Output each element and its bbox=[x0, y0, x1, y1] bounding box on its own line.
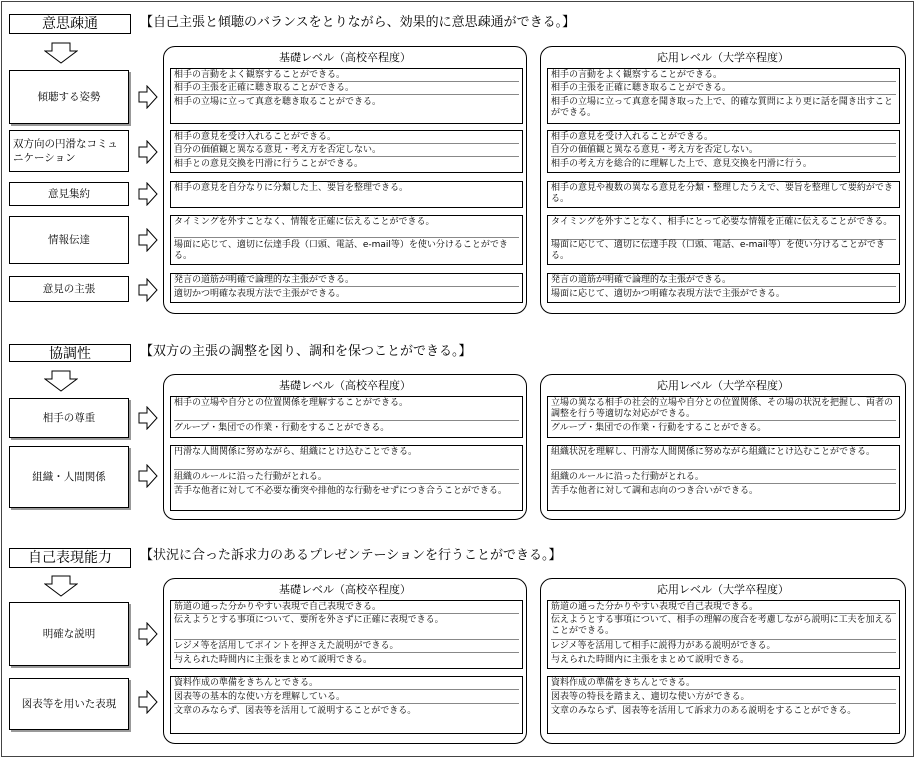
section-title-cooperation: 協調性 bbox=[9, 344, 131, 362]
advanced-group-listening bbox=[547, 68, 900, 124]
criterion-line: 適切かつ明確な表現方法で主張ができる。 bbox=[174, 289, 346, 299]
basic-group-explanation bbox=[170, 600, 523, 669]
criterion-line: 自分の価値観と異なる意見・考え方を否定しない。 bbox=[551, 145, 896, 157]
arrow-right-icon bbox=[138, 85, 158, 109]
section-title-self-expression: 自己表現能力 bbox=[9, 548, 131, 568]
arrow-right-icon bbox=[138, 690, 158, 714]
criterion-line: 相手の考え方を総合的に理解した上で、意見交換を円滑に行う。 bbox=[551, 159, 812, 169]
section-title-communication: 意思疎通 bbox=[9, 14, 131, 34]
skill-listening: 傾聴する姿勢 bbox=[9, 70, 129, 124]
criterion-line: タイミングを外すことなく、相手にとって必要な情報を正確に伝えることができる。 bbox=[551, 217, 896, 240]
section-description: 【状況に合った訴求力のあるプレゼンテーションを行うことができる。】 bbox=[140, 548, 562, 563]
skill-assertion: 意見の主張 bbox=[9, 276, 129, 302]
advanced-group-explanation bbox=[547, 600, 900, 669]
criterion-line: グループ・集団での作業・行動をすることができる。 bbox=[551, 423, 767, 433]
criterion-line: 円滑な人間関係に努めながら、組織にとけ込むことできる。 bbox=[174, 447, 519, 470]
criterion-line: 相手の言動をよく観察することができる。 bbox=[551, 70, 896, 82]
criterion-line: 文章のみならず、図表等を活用して説明することができる。 bbox=[174, 706, 417, 716]
criterion-line: 資料作成の準備をきちんとできる。 bbox=[551, 678, 896, 690]
arrow-right-icon bbox=[138, 278, 158, 302]
basic-group-chart bbox=[170, 676, 523, 734]
criterion-line: 相手の主張を正確に聴き取ることができる。 bbox=[174, 83, 519, 95]
section-description: 【自己主張と傾聴のバランスをとりながら、効果的に意思疎通ができる。】 bbox=[140, 15, 576, 30]
criterion-line: 図表等の基本的な使い方を理解している。 bbox=[174, 692, 519, 704]
section-description: 【双方の主張の調整を図り、調和を保つことができる。】 bbox=[140, 344, 472, 359]
criterion-line: 相手の立場に立って真意を聴き取ることができる。 bbox=[174, 97, 382, 107]
criterion-line: 与えられた時間内に主張をまとめて説明できる。 bbox=[551, 655, 750, 665]
criterion-line: タイミングを外すことなく、情報を正確に伝えることができる。 bbox=[174, 217, 519, 238]
advanced-group-assertion bbox=[547, 273, 900, 303]
criterion-line: 相手の立場に立って真意を聞き取った上で、的確な質問により更に話を聞き出すことができる。 bbox=[551, 97, 893, 118]
criterion-line: 場面に応じて、適切に伝達手段（口頭、電話、e-mail等）を使い分けることができる。 bbox=[551, 240, 885, 261]
arrow-right-icon bbox=[138, 622, 158, 646]
basic-group-assertion bbox=[170, 273, 523, 303]
criterion-line: 相手の立場や自分との位置関係を理解することができる。 bbox=[174, 398, 519, 421]
skill-chart-expression: 図表等を用いた表現 bbox=[9, 678, 129, 730]
arrow-right-icon bbox=[138, 140, 158, 164]
criterion-line: 苦手な他者に対して不必要な衝突や排他的な行動をせずにつき合うことができる。 bbox=[174, 486, 507, 496]
criterion-line: 資料作成の準備をきちんとできる。 bbox=[174, 678, 519, 690]
skill-opinion-aggregation: 意見集約 bbox=[9, 182, 129, 206]
criterion-line: 発言の道筋が明確で論理的な主張ができる。 bbox=[551, 275, 896, 287]
criterion-line: 組織のルールに沿った行動がとれる。 bbox=[551, 472, 896, 484]
criterion-line: 相手との意見交換を円滑に行うことができる。 bbox=[174, 159, 364, 169]
panel-title: 基礎レベル（高校卒程度） bbox=[279, 583, 411, 596]
arrow-right-icon bbox=[138, 406, 158, 430]
basic-group-respect bbox=[170, 396, 523, 438]
basic-group-listening bbox=[170, 68, 523, 124]
arrow-right-icon bbox=[138, 464, 158, 488]
criterion-line: 相手の意見や複数の異なる意見を分類・整理したうえで、要旨を整理して要約ができる。 bbox=[551, 183, 893, 204]
skill-respect: 相手の尊重 bbox=[9, 398, 129, 438]
arrow-down-icon bbox=[44, 575, 78, 597]
criterion-line: 立場の異なる相手の社会的立場や自分との位置関係、その場の状況を把握し、両者の調整を行う等適切な対応ができる。 bbox=[551, 398, 896, 421]
advanced-group-organization bbox=[547, 445, 900, 511]
criterion-line: 場面に応じて、適切かつ明確な表現方法で主張ができる。 bbox=[551, 289, 785, 299]
panel-title: 応用レベル（大学卒程度） bbox=[657, 51, 789, 64]
basic-group-two-way bbox=[170, 130, 523, 173]
skill-two-way-communication: 双方向の円滑なコミュニケーション bbox=[9, 130, 129, 172]
basic-group-aggregation bbox=[170, 181, 523, 208]
advanced-group-two-way bbox=[547, 130, 900, 173]
criterion-line: レジメ等を活用して相手に説得力がある説明ができる。 bbox=[551, 641, 896, 653]
criterion-line: 伝えようとする事項について、相手の理解の度合を考慮しながら説明に工夫を加えることができる。 bbox=[551, 615, 896, 640]
criterion-line: 場面に応じて、適切に伝達手段（口頭、電話、e-mail等）を使い分けることができる。 bbox=[174, 240, 508, 261]
panel-title: 基礎レベル（高校卒程度） bbox=[279, 379, 411, 392]
arrow-down-icon bbox=[44, 370, 78, 392]
criterion-line: 組織状況を理解し、円滑な人間関係に努めながら組織にとけ込むことができる。 bbox=[551, 447, 896, 470]
criterion-line: 筋道の通った分かりやすい表現で自己表現できる。 bbox=[174, 602, 519, 614]
arrow-down-icon bbox=[44, 42, 78, 64]
criterion-line: 発言の道筋が明確で論理的な主張ができる。 bbox=[174, 275, 519, 287]
criterion-line: 文章のみならず、図表等を活用して訴求力のある説明をすることができる。 bbox=[551, 706, 857, 716]
criterion-line: 組織のルールに沿った行動がとれる。 bbox=[174, 472, 519, 484]
criterion-line: 相手の意見を自分なりに分類した上、要旨を整理できる。 bbox=[174, 183, 409, 193]
skill-clear-explanation: 明確な説明 bbox=[9, 602, 129, 666]
criterion-line: 相手の意見を受け入れることができる。 bbox=[551, 132, 896, 144]
criterion-line: 筋道の通った分かりやすい表現で自己表現できる。 bbox=[551, 602, 896, 614]
advanced-group-chart bbox=[547, 676, 900, 734]
criterion-line: 相手の意見を受け入れることができる。 bbox=[174, 132, 519, 144]
skill-information-transfer: 情報伝達 bbox=[9, 216, 129, 264]
skill-organization-relations: 組織・人間関係 bbox=[9, 446, 129, 508]
criterion-line: レジメ等を活用してポイントを押さえた説明ができる。 bbox=[174, 641, 519, 653]
advanced-group-respect bbox=[547, 396, 900, 438]
basic-group-information bbox=[170, 215, 523, 265]
criterion-line: 与えられた時間内に主張をまとめて説明できる。 bbox=[174, 655, 373, 665]
criterion-line: 自分の価値観と異なる意見・考え方を否定しない。 bbox=[174, 145, 519, 157]
criterion-line: グループ・集団での作業・行動をすることができる。 bbox=[174, 423, 390, 433]
arrow-right-icon bbox=[138, 228, 158, 252]
advanced-group-aggregation bbox=[547, 181, 900, 208]
panel-title: 応用レベル（大学卒程度） bbox=[657, 379, 789, 392]
criterion-line: 相手の主張を正確に聴き取ることができる。 bbox=[551, 83, 896, 95]
criterion-line: 苦手な他者に対して調和志向のつき合いができる。 bbox=[551, 486, 759, 496]
criterion-line: 相手の言動をよく観察することができる。 bbox=[174, 70, 519, 82]
criterion-line: 伝えようとする事項について、要所を外さずに正確に表現できる。 bbox=[174, 615, 519, 640]
criterion-line: 図表等の特長を踏まえ、適切な使い方ができる。 bbox=[551, 692, 896, 704]
advanced-group-information bbox=[547, 215, 900, 265]
panel-title: 応用レベル（大学卒程度） bbox=[657, 583, 789, 596]
basic-group-organization bbox=[170, 445, 523, 511]
arrow-right-icon bbox=[138, 182, 158, 206]
panel-title: 基礎レベル（高校卒程度） bbox=[279, 51, 411, 64]
